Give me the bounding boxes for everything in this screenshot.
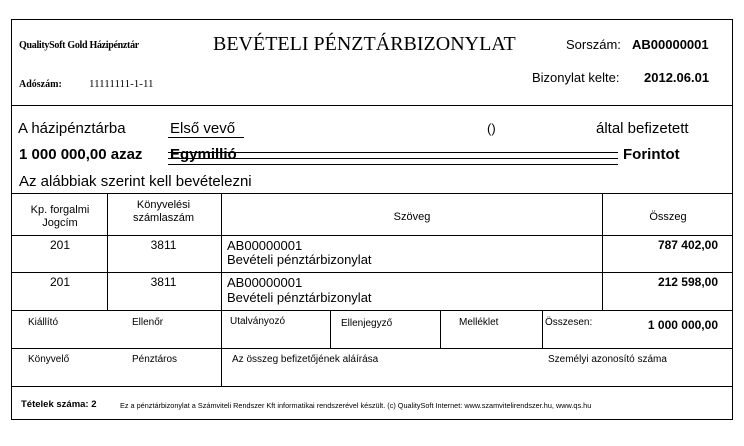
sig2-divider-1 [221,348,222,386]
payer-name-underline [168,137,244,138]
amount-rule-2 [168,158,618,159]
sig-divider-3 [440,310,441,348]
sig-divider-4 [542,310,543,348]
sig-konyvelo: Könyvelő [28,354,70,365]
serial-value: AB00000001 [632,37,709,52]
col-header-szamla: Könyvelési számlaszám [132,199,195,224]
col-header-jogcim: Kp. forgalmi Jogcím [30,204,90,229]
col-divider-1 [107,193,108,310]
instruction-text: Az alábbiak szerint kell bevételezni [19,173,252,190]
amount-figure: 1 000 000,00 azaz [19,146,143,163]
row2-jogcim: 201 [49,275,71,289]
row1-amount: 787 402,00 [657,238,718,252]
into-label: A házipénztárba [18,120,126,137]
col-divider-2 [221,193,222,310]
sig-kiallito: Kiállító [28,317,59,328]
sig-osszesen-value: 1 000 000,00 [647,318,718,332]
serial-label: Sorszám: [566,37,621,52]
amount-rule-3 [168,164,618,165]
sig-divider-1 [221,310,222,348]
date-value: 2012.06.01 [644,70,710,85]
page-title: BEVÉTELI PÉNZTÁRBIZONYLAT [213,33,516,55]
items-count: Tételek száma: 2 [21,399,97,410]
payer-paren: () [487,121,496,136]
col-header-osszeg: Összeg [649,211,687,223]
sig-ellenjegyzo: Ellenjegyző [341,318,393,329]
sig-ellenor: Ellenőr [132,317,164,328]
tax-value: 11111111-1-11 [89,78,154,90]
payer-name: Első vevő [170,120,236,137]
footer-note: Ez a pénztárbizonylat a Számviteli Rendszer Kft informatikai rendszerével készült. (c) QualitySoft Internet: www.szamvitelirendszer.hu, www.qs.hu [120,401,592,410]
sig-penztaros: Pénztáros [132,354,178,365]
col-header-szoveg: Szöveg [393,211,431,223]
header-divider [11,105,733,106]
table-header-divider [11,235,733,236]
sig-befizeto: Az összeg befizetőjének aláírása [232,354,379,365]
table-top-border [11,193,733,194]
amount-words: Egymillió [170,146,237,163]
sig-divider-2 [330,310,331,348]
paid-by-label: által befizetett [596,120,689,137]
currency-label: Forintot [623,146,680,163]
tax-label: Adószám: [19,79,62,90]
sig-osszesen-label: Összesen: [545,317,593,328]
company-name: QualitySoft Gold Házipénztár [19,40,139,51]
sig-szemelyi: Személyi azonosító száma [548,354,667,365]
row1-divider [11,272,733,273]
row1-jogcim: 201 [49,238,71,252]
row2-amount: 212 598,00 [657,275,718,289]
sig-row-divider [11,348,733,349]
row1-ref: AB00000001 [227,238,303,253]
amount-rule-1 [168,152,618,153]
sig-utalvanyozo: Utalványozó [230,316,286,327]
row2-ref: AB00000001 [227,275,303,290]
row2-desc: Bevételi pénztárbizonylat [227,290,372,305]
row2-szamla: 3811 [150,275,177,289]
date-label: Bizonylat kelte: [532,70,620,85]
row2-divider [11,310,733,311]
row1-desc: Bevételi pénztárbizonylat [227,252,372,267]
col-divider-3 [602,193,603,310]
footer-divider [11,386,733,387]
sig-melleklet: Melléklet [459,317,499,328]
row1-szamla: 3811 [150,238,177,252]
